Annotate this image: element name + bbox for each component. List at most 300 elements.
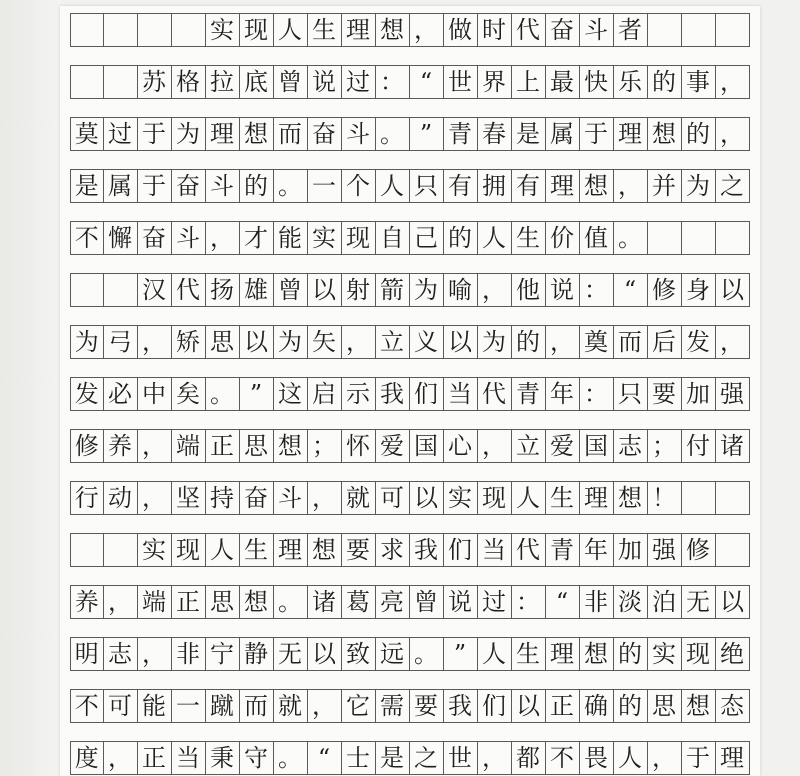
grid-cell: 确 (580, 690, 614, 722)
grid-cell: 发 (71, 378, 104, 410)
grid-cell: 要 (648, 378, 682, 410)
grid-cell: 曾 (410, 586, 444, 618)
grid-cell: 诸 (308, 586, 342, 618)
grid-cell: 以 (240, 326, 274, 358)
grid-cell: 他 (512, 274, 546, 306)
grid-cell: 想 (614, 482, 648, 514)
grid-cell: 快 (580, 66, 614, 98)
grid-cell: 明 (71, 638, 104, 670)
grid-cell: ： (580, 378, 614, 410)
grid-cell: 都 (512, 742, 546, 774)
grid-cell: 世 (444, 742, 478, 774)
grid-cell: 只 (410, 170, 444, 202)
grid-cell: 立 (376, 326, 410, 358)
essay-row (70, 117, 750, 151)
grid-cell: 现 (240, 14, 274, 46)
grid-cell: 斗 (342, 118, 376, 150)
grid-cell (172, 14, 206, 46)
grid-cell: ， (546, 326, 580, 358)
grid-cell: 为 (410, 274, 444, 306)
grid-cell: 端 (138, 586, 172, 618)
grid-cell: 正 (138, 742, 172, 774)
grid-cell: 生 (308, 14, 342, 46)
grid-cell: 现 (172, 534, 206, 566)
grid-cell: 懈 (104, 222, 138, 254)
grid-cell: “ (614, 274, 648, 306)
grid-cell: 事 (682, 66, 716, 98)
grid-cell: 以 (308, 274, 342, 306)
grid-cell: ， (716, 326, 750, 358)
grid-cell: 非 (580, 586, 614, 618)
grid-cell (648, 14, 682, 46)
grid-cell: 并 (648, 170, 682, 202)
grid-cell: ， (206, 222, 240, 254)
grid-cell: ； (308, 430, 342, 462)
grid-cell: 士 (342, 742, 376, 774)
grid-cell: 理 (546, 638, 580, 670)
grid-cell: 是 (71, 170, 104, 202)
page-left-margin (0, 0, 60, 776)
grid-cell: 付 (682, 430, 716, 462)
grid-cell: 它 (342, 690, 376, 722)
grid-cell: 属 (546, 118, 580, 150)
grid-cell: 持 (206, 482, 240, 514)
grid-cell: 理 (274, 534, 308, 566)
grid-cell: 有 (512, 170, 546, 202)
grid-cell: 汉 (138, 274, 172, 306)
grid-cell: 养 (104, 430, 138, 462)
grid-cell: 志 (614, 430, 648, 462)
grid-cell (71, 274, 104, 306)
grid-cell: 青 (512, 378, 546, 410)
grid-cell: “ (546, 586, 580, 618)
grid-cell: 曾 (274, 66, 308, 98)
grid-cell: 后 (648, 326, 682, 358)
grid-cell: 实 (444, 482, 478, 514)
grid-cell: 动 (104, 482, 138, 514)
grid-cell (71, 14, 104, 46)
grid-cell: 代 (478, 378, 512, 410)
grid-cell: 斗 (274, 482, 308, 514)
grid-cell: 生 (512, 638, 546, 670)
grid-cell: 想 (648, 118, 682, 150)
grid-cell: 过 (478, 586, 512, 618)
grid-cell: 实 (206, 14, 240, 46)
grid-cell: ， (308, 482, 342, 514)
grid-cell: 不 (71, 690, 104, 722)
grid-cell: 绝 (716, 638, 750, 670)
grid-cell: 启 (308, 378, 342, 410)
grid-cell: 身 (682, 274, 716, 306)
grid-cell: 拉 (206, 66, 240, 98)
grid-cell: 的 (240, 170, 274, 202)
grid-cell: 现 (342, 222, 376, 254)
grid-cell: ， (648, 742, 682, 774)
grid-cell: 修 (71, 430, 104, 462)
grid-cell: 。 (274, 170, 308, 202)
grid-cell: 上 (512, 66, 546, 98)
grid-cell: 端 (172, 430, 206, 462)
grid-cell: 想 (580, 170, 614, 202)
grid-cell: 莫 (71, 118, 104, 150)
grid-cell: 可 (376, 482, 410, 514)
grid-cell: 。 (410, 638, 444, 670)
grid-cell: 国 (580, 430, 614, 462)
grid-cell: 能 (274, 222, 308, 254)
grid-cell: 实 (308, 222, 342, 254)
grid-cell: 能 (138, 690, 172, 722)
grid-cell: 奠 (580, 326, 614, 358)
grid-cell (716, 222, 750, 254)
grid-cell: ， (410, 14, 444, 46)
grid-cell: 想 (580, 638, 614, 670)
grid-cell: 格 (172, 66, 206, 98)
grid-cell (682, 482, 716, 514)
grid-cell: 理 (206, 118, 240, 150)
grid-cell: 生 (512, 222, 546, 254)
grid-cell: 心 (444, 430, 478, 462)
grid-cell: 想 (376, 14, 410, 46)
essay-row (70, 221, 750, 255)
grid-cell: 于 (682, 742, 716, 774)
grid-cell (71, 66, 104, 98)
grid-cell: 理 (342, 14, 376, 46)
grid-cell: 可 (104, 690, 138, 722)
grid-cell: ， (716, 66, 750, 98)
grid-cell: 思 (240, 430, 274, 462)
grid-cell: ； (648, 430, 682, 462)
grid-cell: 属 (104, 170, 138, 202)
grid-cell: 以 (512, 690, 546, 722)
grid-cell: ： (512, 586, 546, 618)
grid-cell: 代 (512, 534, 546, 566)
grid-cell: 的 (682, 118, 716, 150)
grid-cell: 爱 (376, 430, 410, 462)
essay-row (70, 585, 750, 619)
grid-cell: 的 (614, 690, 648, 722)
grid-cell: 宁 (206, 638, 240, 670)
grid-cell: 而 (614, 326, 648, 358)
grid-cell: 淡 (614, 586, 648, 618)
grid-cell: 亮 (376, 586, 410, 618)
grid-cell: 说 (444, 586, 478, 618)
grid-cell: 以 (716, 274, 750, 306)
grid-cell: 价 (546, 222, 580, 254)
grid-cell: 强 (716, 378, 750, 410)
grid-cell (682, 14, 716, 46)
grid-cell (716, 14, 750, 46)
grid-cell: 一 (308, 170, 342, 202)
grid-cell: ” (444, 638, 478, 670)
grid-cell: 于 (138, 118, 172, 150)
grid-cell: 正 (172, 586, 206, 618)
grid-cell: 矫 (172, 326, 206, 358)
grid-cell: 思 (206, 326, 240, 358)
grid-cell: 无 (682, 586, 716, 618)
grid-cell: 乐 (614, 66, 648, 98)
grid-cell: 畏 (580, 742, 614, 774)
grid-cell: 代 (172, 274, 206, 306)
grid-cell (71, 534, 104, 566)
grid-cell: 不 (71, 222, 104, 254)
essay-row (70, 689, 750, 723)
grid-cell: 。 (274, 586, 308, 618)
grid-cell (104, 274, 138, 306)
grid-cell: 强 (648, 534, 682, 566)
grid-cell: 个 (342, 170, 376, 202)
grid-cell: 就 (342, 482, 376, 514)
grid-cell: 现 (478, 482, 512, 514)
grid-cell: 为 (274, 326, 308, 358)
grid-cell: 斗 (206, 170, 240, 202)
grid-cell: 奋 (546, 14, 580, 46)
grid-cell: ” (410, 118, 444, 150)
grid-cell (716, 534, 750, 566)
grid-cell: 为 (682, 170, 716, 202)
grid-cell: 非 (172, 638, 206, 670)
grid-cell: 奋 (172, 170, 206, 202)
grid-cell: 斗 (172, 222, 206, 254)
grid-cell: 代 (512, 14, 546, 46)
grid-cell: 人 (206, 534, 240, 566)
grid-cell: 有 (444, 170, 478, 202)
grid-cell: ！ (648, 482, 682, 514)
grid-cell: 之 (410, 742, 444, 774)
grid-cell: 而 (240, 690, 274, 722)
grid-cell: 发 (682, 326, 716, 358)
grid-cell: ” (240, 378, 274, 410)
grid-cell: 界 (478, 66, 512, 98)
grid-cell: 想 (308, 534, 342, 566)
grid-cell: 加 (682, 378, 716, 410)
grid-cell: ， (138, 430, 172, 462)
grid-cell: 箭 (376, 274, 410, 306)
essay-row (70, 741, 750, 775)
grid-cell: 雄 (240, 274, 274, 306)
grid-cell: 曾 (274, 274, 308, 306)
essay-row (70, 325, 750, 359)
grid-cell: 的 (512, 326, 546, 358)
grid-cell: 。 (614, 222, 648, 254)
grid-cell: ， (104, 742, 138, 774)
grid-cell: 我 (444, 690, 478, 722)
grid-cell: 致 (342, 638, 376, 670)
grid-cell: 自 (376, 222, 410, 254)
grid-cell: 思 (648, 690, 682, 722)
grid-cell: ， (342, 326, 376, 358)
grid-cell (648, 222, 682, 254)
grid-cell: 为 (478, 326, 512, 358)
grid-cell: ， (478, 742, 512, 774)
grid-cell: 过 (342, 66, 376, 98)
grid-cell: 当 (172, 742, 206, 774)
grid-cell: 人 (614, 742, 648, 774)
grid-cell: 奋 (308, 118, 342, 150)
grid-cell: 己 (410, 222, 444, 254)
grid-cell: ， (614, 170, 648, 202)
grid-cell: 说 (308, 66, 342, 98)
grid-cell: 于 (138, 170, 172, 202)
grid-cell: 想 (240, 586, 274, 618)
grid-cell: 思 (206, 586, 240, 618)
grid-cell: 只 (614, 378, 648, 410)
grid-cell: 苏 (138, 66, 172, 98)
grid-cell: ， (478, 274, 512, 306)
grid-cell: 世 (444, 66, 478, 98)
grid-cell: 理 (716, 742, 750, 774)
grid-cell: 斗 (580, 14, 614, 46)
grid-cell: 需 (376, 690, 410, 722)
grid-cell: 理 (546, 170, 580, 202)
grid-cell: 说 (546, 274, 580, 306)
grid-cell: 人 (512, 482, 546, 514)
grid-cell: ， (308, 690, 342, 722)
grid-cell: 必 (104, 378, 138, 410)
grid-cell: 生 (546, 482, 580, 514)
essay-row (70, 637, 750, 671)
essay-grid-paper (60, 6, 760, 776)
grid-cell: 之 (716, 170, 750, 202)
grid-cell: 最 (546, 66, 580, 98)
grid-cell: 射 (342, 274, 376, 306)
grid-cell: 蹴 (206, 690, 240, 722)
grid-cell: 是 (376, 742, 410, 774)
grid-cell: 度 (71, 742, 104, 774)
grid-cell: 值 (580, 222, 614, 254)
grid-cell: ： (580, 274, 614, 306)
grid-cell: 修 (648, 274, 682, 306)
grid-cell: 喻 (444, 274, 478, 306)
grid-cell: 我 (410, 534, 444, 566)
grid-cell (138, 14, 172, 46)
grid-cell: 奋 (240, 482, 274, 514)
grid-cell: 就 (274, 690, 308, 722)
grid-cell: 我 (376, 378, 410, 410)
grid-cell: ， (716, 118, 750, 150)
grid-cell: 当 (478, 534, 512, 566)
grid-cell: 以 (716, 586, 750, 618)
grid-cell: 们 (410, 378, 444, 410)
grid-cell: 无 (274, 638, 308, 670)
grid-cell: 立 (512, 430, 546, 462)
grid-cell: 。 (274, 742, 308, 774)
grid-cell: 以 (410, 482, 444, 514)
essay-row (70, 65, 750, 99)
grid-cell: 志 (104, 638, 138, 670)
grid-cell: 的 (444, 222, 478, 254)
grid-cell: 的 (648, 66, 682, 98)
grid-cell: 拥 (478, 170, 512, 202)
grid-cell: 底 (240, 66, 274, 98)
grid-cell: 矢 (308, 326, 342, 358)
grid-cell: 正 (206, 430, 240, 462)
grid-cell: 人 (376, 170, 410, 202)
grid-cell: 想 (240, 118, 274, 150)
grid-cell: 青 (546, 534, 580, 566)
grid-cell: 修 (682, 534, 716, 566)
grid-cell: 想 (682, 690, 716, 722)
grid-cell: 以 (444, 326, 478, 358)
grid-cell: 。 (206, 378, 240, 410)
grid-cell: 青 (444, 118, 478, 150)
grid-cell: “ (410, 66, 444, 98)
grid-cell: 葛 (342, 586, 376, 618)
essay-row (70, 429, 750, 463)
grid-cell: 正 (546, 690, 580, 722)
grid-cell: 为 (71, 326, 104, 358)
grid-cell: 泊 (648, 586, 682, 618)
grid-cell: 怀 (342, 430, 376, 462)
grid-cell: 才 (240, 222, 274, 254)
grid-cell: 实 (138, 534, 172, 566)
grid-cell: 一 (172, 690, 206, 722)
grid-cell (104, 534, 138, 566)
grid-cell: 矣 (172, 378, 206, 410)
grid-cell: 理 (614, 118, 648, 150)
grid-cell: 以 (308, 638, 342, 670)
grid-cell: 远 (376, 638, 410, 670)
grid-cell: 态 (716, 690, 750, 722)
essay-row (70, 377, 750, 411)
grid-cell: 做 (444, 14, 478, 46)
grid-cell: 而 (274, 118, 308, 150)
grid-cell: 要 (342, 534, 376, 566)
grid-cell: 们 (444, 534, 478, 566)
grid-cell: “ (308, 742, 342, 774)
grid-cell: 过 (104, 118, 138, 150)
grid-cell: 坚 (172, 482, 206, 514)
grid-cell: 不 (546, 742, 580, 774)
grid-cell: 生 (240, 534, 274, 566)
grid-cell: 养 (71, 586, 104, 618)
grid-cell: 行 (71, 482, 104, 514)
grid-cell (104, 66, 138, 98)
grid-cell: 现 (682, 638, 716, 670)
grid-cell: 诸 (716, 430, 750, 462)
grid-cell: 春 (478, 118, 512, 150)
essay-row (70, 533, 750, 567)
essay-row (70, 13, 750, 47)
grid-cell: 当 (444, 378, 478, 410)
grid-cell: 求 (376, 534, 410, 566)
grid-cell: 奋 (138, 222, 172, 254)
grid-cell: 为 (172, 118, 206, 150)
grid-cell: 要 (410, 690, 444, 722)
grid-cell: 守 (240, 742, 274, 774)
grid-cell: 实 (648, 638, 682, 670)
grid-cell: 扬 (206, 274, 240, 306)
grid-cell: 国 (410, 430, 444, 462)
grid-cell: ， (138, 482, 172, 514)
grid-cell: 示 (342, 378, 376, 410)
grid-cell: 人 (478, 638, 512, 670)
grid-cell: 理 (580, 482, 614, 514)
grid-cell: 。 (376, 118, 410, 150)
grid-cell: 年 (580, 534, 614, 566)
grid-cell: 秉 (206, 742, 240, 774)
grid-cell (104, 14, 138, 46)
grid-cell: 的 (614, 638, 648, 670)
grid-cell: 于 (580, 118, 614, 150)
grid-cell: 义 (410, 326, 444, 358)
grid-cell: 加 (614, 534, 648, 566)
grid-cell: 静 (240, 638, 274, 670)
grid-cell: 人 (274, 14, 308, 46)
grid-cell: 者 (614, 14, 648, 46)
essay-row (70, 481, 750, 515)
grid-cell: 年 (546, 378, 580, 410)
grid-cell: 们 (478, 690, 512, 722)
